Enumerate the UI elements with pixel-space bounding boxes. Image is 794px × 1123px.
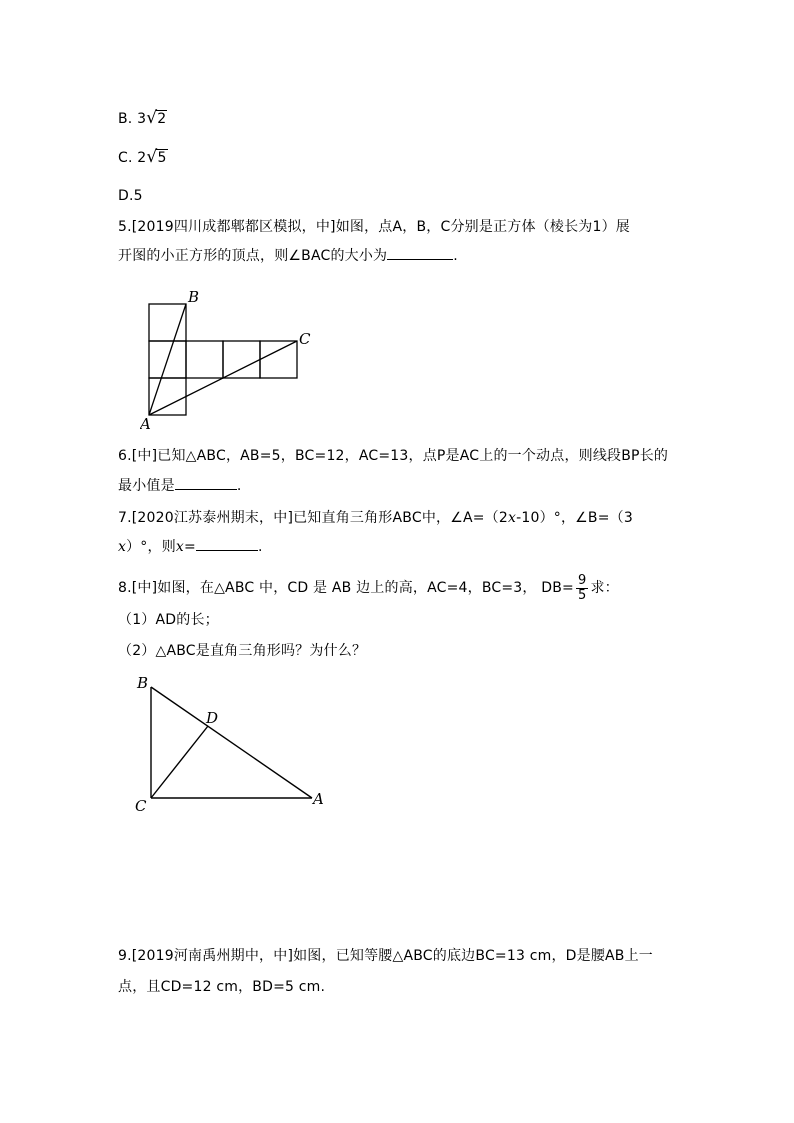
net-square-3	[223, 341, 260, 378]
q7-text-a: 7.[2020江苏泰州期末，中]已知直角三角形ABC中，∠A=（2	[118, 510, 508, 526]
option-c-prefix: C. 2	[118, 150, 147, 166]
q5-text: 开图的小正方形的顶点，则∠BAC的大小为	[118, 248, 388, 264]
q5-period: .	[453, 248, 458, 264]
q6-answer-blank	[175, 477, 237, 490]
segment-ba	[151, 687, 312, 798]
q8-sub1: （1）AD的长；	[118, 612, 219, 628]
q7-var-x3: x	[175, 539, 185, 555]
segment-ab	[149, 304, 186, 415]
q6-period: .	[236, 478, 242, 494]
label-b: B	[137, 674, 149, 692]
label-c: C	[135, 797, 147, 815]
label-b: B	[188, 288, 200, 306]
net-square-2	[186, 341, 223, 378]
triangle-figure	[128, 668, 338, 818]
q7-line1	[118, 508, 633, 528]
radicand-5: 5	[157, 150, 167, 166]
label-a: A	[313, 790, 324, 808]
option-b-prefix: B. 3	[118, 111, 147, 127]
q9-line1: 9.[2019河南禹州期中，中]如图，已知等腰△ABC的底边BC=13 cm，D是腰AB上一	[118, 948, 654, 964]
fraction-denominator: 5	[577, 587, 587, 603]
q7-var-x2: x	[118, 539, 127, 555]
q8-line1	[118, 573, 619, 603]
q7-eq: =	[184, 539, 196, 555]
sqrt-5: √5	[146, 147, 167, 167]
q5-answer-blank	[387, 247, 453, 260]
q6-line2	[118, 476, 241, 496]
q8-text-end: 求：	[590, 580, 619, 596]
q7-period: .	[257, 539, 263, 555]
q7-var-x: x	[508, 510, 517, 526]
q5-line1: 5.[2019四川成都郫都区模拟，中]如图，点A，B，C分别是正方体（棱长为1）展	[118, 219, 630, 235]
radicand-2: 2	[157, 111, 167, 127]
net-square-4	[260, 341, 297, 378]
option-c	[118, 147, 168, 168]
option-b	[118, 108, 167, 129]
fraction-numerator: 9	[577, 572, 587, 588]
option-d: D.5	[118, 188, 143, 204]
fraction-9-5	[576, 574, 588, 603]
q9-line2: 点，且CD=12 cm，BD=5 cm.	[118, 979, 326, 995]
q7-text-b: -10）°，∠B=（3	[516, 510, 633, 526]
label-c: C	[299, 330, 311, 348]
label-d: D	[206, 709, 219, 727]
cube-net-figure	[140, 282, 335, 434]
q7-answer-blank	[196, 538, 258, 551]
segment-cd	[151, 726, 208, 798]
label-a: A	[140, 415, 151, 433]
sqrt-2: √2	[146, 108, 167, 128]
q8-text: 8.[中]如图，在△ABC 中，CD 是 AB 边上的高，AC=4，BC=3， DB=	[118, 580, 574, 596]
q5-line2	[118, 246, 458, 266]
q7-line2	[118, 537, 263, 557]
q8-sub2: （2）△ABC是直角三角形吗？为什么？	[118, 643, 367, 659]
q7-text-c: ）°，则	[126, 539, 176, 555]
q6-line1: 6.[中]已知△ABC，AB=5，BC=12，AC=13，点P是AC上的一个动点，则线段BP长的	[118, 448, 669, 464]
q6-text: 最小值是	[118, 478, 175, 494]
